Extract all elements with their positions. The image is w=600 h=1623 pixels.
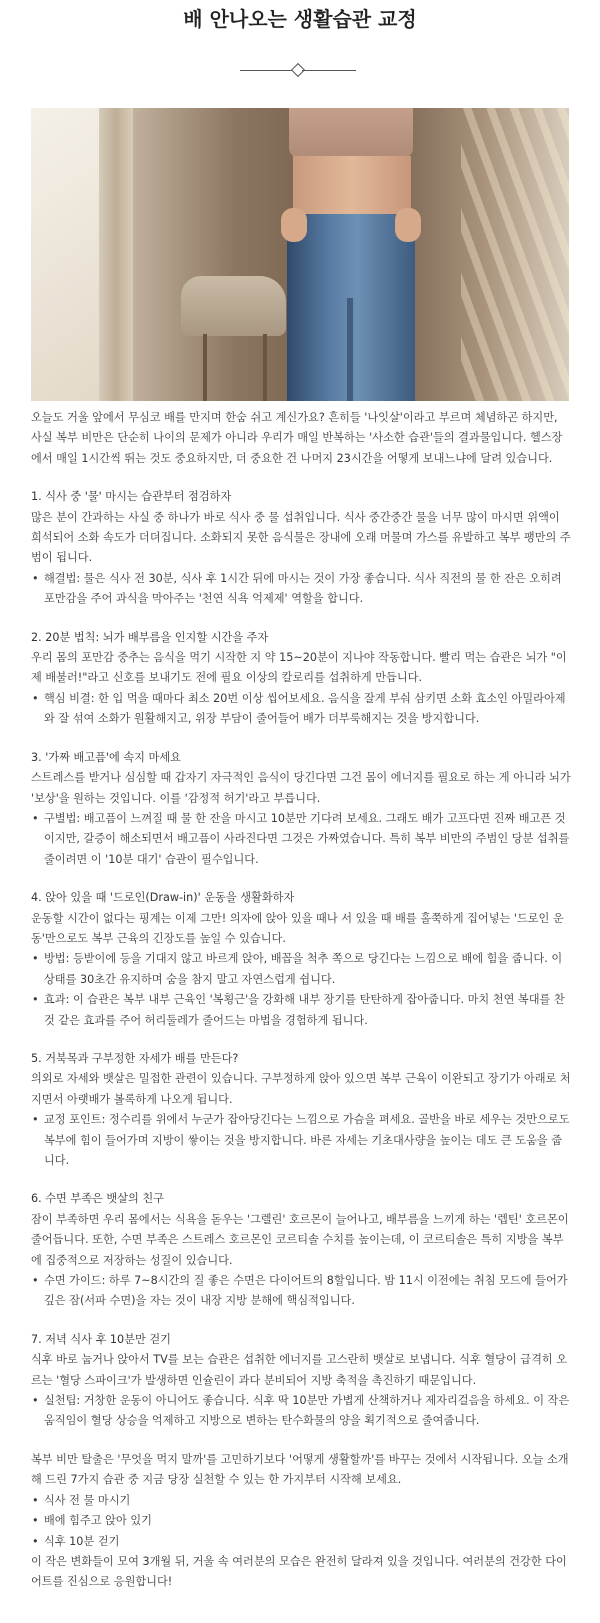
- crop-top: [289, 108, 413, 158]
- section-body: 식후 바로 눕거나 앉아서 TV를 보는 습관은 섭취한 에너지를 고스란히 뱃살로 보냅니다. 식후 혈당이 급격히 오르는 '혈당 스파이크'가 발생하면 인슐린이 과다 분비되어 지방 축적을 촉진하기 때문입니다.: [31, 1353, 568, 1387]
- section-body: 우리 몸의 포만감 중추는 음식을 먹기 시작한 지 약 15~20분이 지나야 작동합니다. 빨리 먹는 습관은 뇌가 "이제 배불러!"라고 신호를 보내기도 전에 필요 이상의 칼로리를 섭취하게 만듭니다.: [31, 651, 567, 685]
- list-item: • 핵심 비결: 한 입 먹을 때마다 최소 20번 이상 씹어보세요. 음식을 잘게 부숴 삼키면 소화 효소인 아밀라아제와 잘 섞여 소화가 원활해지고, 위장 부담이 줄어들어 배가 더부룩해지는 것을 방지합니다.: [31, 689, 571, 730]
- section-heading: 2. 20분 법칙: 뇌가 배부름을 인지할 시간을 주자: [31, 630, 269, 644]
- list-item: • 배에 힘주고 앉아 있기: [31, 1511, 571, 1531]
- section-bullets: [31, 949, 571, 1031]
- section-4: [31, 888, 571, 1031]
- section-heading: 4. 앉아 있을 때 '드로인(Draw-in)' 운동을 생활화하자: [31, 891, 295, 905]
- hand-left: [281, 208, 307, 242]
- section-5: [31, 1049, 571, 1171]
- section-heading: 7. 저녁 식사 후 10분만 걷기: [31, 1332, 171, 1346]
- section-body: 의외로 자세와 뱃살은 밀접한 관련이 있습니다. 구부정하게 앉아 있으면 복부 근육이 이완되고 장기가 아래로 처지면서 아랫배가 볼록하게 나오게 됩니다.: [31, 1072, 571, 1106]
- list-item: • 식후 10분 걷기: [31, 1532, 571, 1552]
- list-item: • 해결법: 물은 식사 전 30분, 식사 후 1시간 뒤에 마시는 것이 가장 좋습니다. 식사 직전의 물 한 잔은 오히려 포만감을 주어 과식을 막아주는 '천연 식욕 억제제' 역할을 합니다.: [31, 569, 571, 610]
- section-body: 잠이 부족하면 우리 몸에서는 식욕을 돋우는 '그렐린' 호르몬이 늘어나고, 배부름을 느끼게 하는 '렙틴' 호르몬이 줄어듭니다. 또한, 수면 부족은 스트레스 호르몬인 코르티솔 수치를 높이는데, 이 코르티솔은 특히 지방을 복부에 집중적으로 저장하는 성질이 있습니다.: [31, 1212, 569, 1267]
- hero-image: [31, 108, 569, 401]
- section-body: 많은 분이 간과하는 사실 중 하나가 바로 식사 중 물 섭취입니다. 식사 중간중간 물을 너무 많이 마시면 위액이 희석되어 소화 속도가 더뎌집니다. 소화되지 못한 음식물은 장내에 오래 머물며 가스를 유발하고 복부 팽만의 주범이 됩니다.: [31, 510, 571, 565]
- section-2: [31, 628, 571, 730]
- chair-leg: [203, 334, 207, 401]
- section-body: 스트레스를 받거나 심심할 때 갑자기 자극적인 음식이 당긴다면 그건 몸이 에너지를 필요로 하는 게 아니라 뇌가 '보상'을 원하는 것입니다. 이를 '감정적 허기'라고 부릅니다.: [31, 771, 571, 805]
- list-item: • 효과: 이 습관은 복부 내부 근육인 '복횡근'을 강화해 내부 장기를 탄탄하게 잡아줍니다. 마치 천연 복대를 찬 것 같은 효과를 주어 허리둘레가 줄어드는 마법을 경험하게 됩니다.: [31, 990, 571, 1031]
- chair-with-blanket: [181, 276, 286, 336]
- list-item: • 식사 전 물 마시기: [31, 1491, 571, 1511]
- section-bullets: [31, 1391, 571, 1432]
- section-6: [31, 1189, 571, 1311]
- title-divider: [240, 64, 356, 76]
- divider-line-right: [302, 70, 356, 71]
- section-7: [31, 1330, 571, 1432]
- intro-paragraph: 오늘도 거울 앞에서 무심코 배를 만지며 한숨 쉬고 계신가요? 흔히들 '나잇살'이라고 부르며 체념하곤 하지만, 사실 복부 비만은 단순히 나이의 문제가 아니라 우리가 매일 반복하는 '사소한 습관'들의 결과물입니다. 헬스장에서 매일 1시간씩 뛰는 것도 중요하지만, 더 중요한 건 나머지 23시간을 어떻게 보내느냐에 달려 있습니다.: [31, 411, 563, 465]
- list-item: • 수면 가이드: 하루 7~8시간의 질 좋은 수면은 다이어트의 8할입니다. 밤 11시 이전에는 취침 모드에 들어가 깊은 잠(서파 수면)을 자는 것이 내장 지방 분해에 핵심적입니다.: [31, 1271, 571, 1312]
- section-bullets: [31, 809, 571, 870]
- section-1: [31, 487, 571, 609]
- list-item: • 실천팁: 거창한 운동이 아니어도 좋습니다. 식후 딱 10분만 가볍게 산책하거나 제자리걸음을 하세요. 이 작은 움직임이 혈당 상승을 억제하고 지방으로 변하는 탄수화물의 양을 획기적으로 줄여줍니다.: [31, 1391, 571, 1432]
- section-bullets: [31, 1271, 571, 1312]
- section-heading: 3. '가짜 배고픔'에 속지 마세요: [31, 750, 181, 764]
- section-bullets: [31, 1110, 571, 1171]
- light-streaks: [461, 108, 569, 401]
- section-bullets: [31, 569, 571, 610]
- article-body: [31, 408, 571, 1593]
- list-item: • 교정 포인트: 정수리를 위에서 누군가 잡아당긴다는 느낌으로 가슴을 펴세요. 골반을 바로 세우는 것만으로도 복부에 힘이 들어가며 지방이 쌓이는 것을 방지합니다. 바른 자세는 기초대사량을 높이는 데도 큰 도움을 줍니다.: [31, 1110, 571, 1171]
- conclusion-text: 복부 비만 탈출은 '무엇을 먹지 말까'를 고민하기보다 '어떻게 생활할까'를 바꾸는 것에서 시작됩니다. 오늘 소개해 드린 7가지 습관 중 지금 당장 실천할 수 있는 한 가지부터 시작해 보세요.: [31, 1452, 569, 1487]
- section-bullets: [31, 689, 571, 730]
- section-body: 운동할 시간이 없다는 핑계는 이제 그만! 의자에 앉아 있을 때나 서 있을 때 배를 홀쭉하게 집어넣는 '드로인 운동'만으로도 복부 근육의 긴장도를 높일 수 있습니다.: [31, 911, 564, 945]
- divider-line-left: [240, 70, 294, 71]
- list-item: • 방법: 등받이에 등을 기대지 않고 바르게 앉아, 배꼽을 척추 쪽으로 당긴다는 느낌으로 배에 힘을 줍니다. 이 상태를 30초간 유지하며 숨을 참지 말고 자연스럽게 쉽니다.: [31, 949, 571, 990]
- chair-leg: [263, 334, 267, 401]
- section-heading: 5. 거북목과 구부정한 자세가 배를 만든다?: [31, 1051, 239, 1065]
- conclusion: [31, 1450, 571, 1593]
- leg-gap: [347, 298, 353, 401]
- section-heading: 1. 식사 중 '물' 마시는 습관부터 점검하자: [31, 490, 232, 504]
- hand-right: [395, 208, 421, 242]
- page-title: 배 안나오는 생활습관 교정: [183, 7, 417, 31]
- waist: [293, 156, 411, 218]
- conclusion-bullets: [31, 1491, 571, 1552]
- closing-text: 이 작은 변화들이 모여 3개월 뒤, 거울 속 여러분의 모습은 완전히 달라져 있을 것입니다. 여러분의 건강한 다이어트를 진심으로 응원합니다!: [31, 1554, 567, 1589]
- window-light: [31, 108, 99, 401]
- curtain: [99, 108, 133, 401]
- section-3: [31, 748, 571, 870]
- list-item: • 구별법: 배고픔이 느껴질 때 물 한 잔을 마시고 10분만 기다려 보세요. 그래도 배가 고프다면 진짜 배고픈 것이지만, 갈증이 해소되면서 배고픔이 사라진다면 그것은 가짜였습니다. 특히 복부 비만의 주범인 당분 섭취를 줄이려면 이 '10분 대기' 습관이 필수입니다.: [31, 809, 571, 870]
- section-heading: 6. 수면 부족은 뱃살의 친구: [31, 1192, 164, 1206]
